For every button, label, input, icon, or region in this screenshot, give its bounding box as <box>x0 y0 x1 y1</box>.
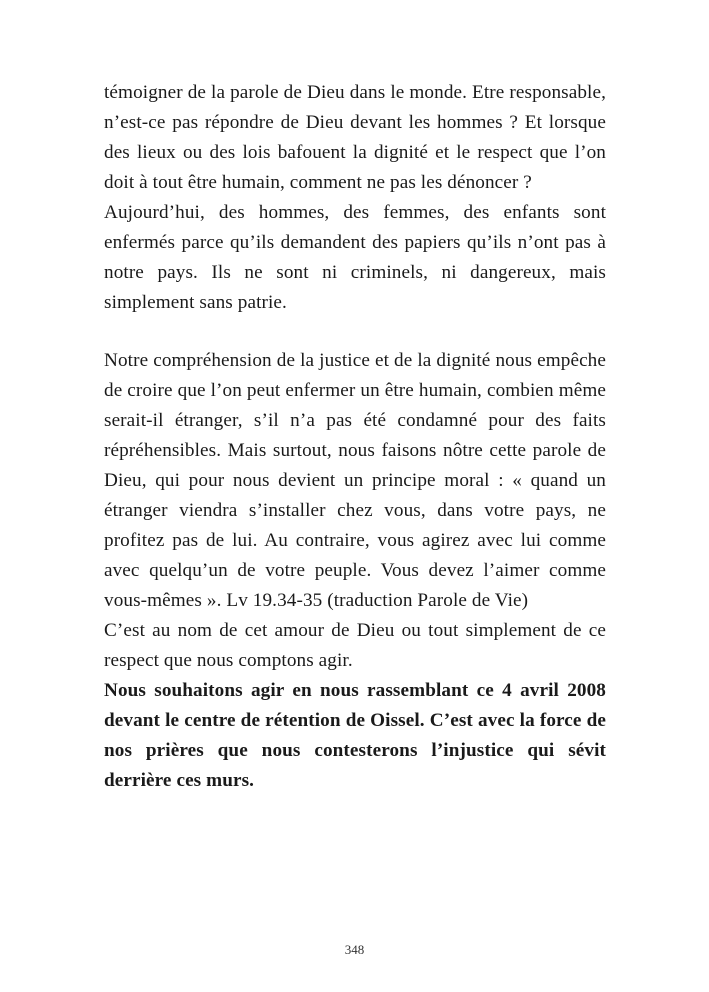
paragraph-4: C’est au nom de cet amour de Dieu ou tout simplement de ce respect que nous comptons agir. <box>104 620 606 671</box>
paragraph-5-call-to-action: Nous souhaitons agir en nous rassemblant ce 4 avril 2008 devant le centre de rétention de Oissel. C’est avec la force de nos prières que nous contesterons l’injustice qui sévit derrière ces murs. <box>104 680 606 791</box>
paragraph-spacer <box>104 318 606 346</box>
page-number: 348 <box>344 942 365 957</box>
paragraph-2: Aujourd’hui, des hommes, des femmes, des enfants sont enfermés parce qu’ils demandent des papiers qu’ils n’ont pas à notre pays. Ils ne sont ni criminels, ni dangereux, mais simplement sans patrie. <box>104 202 606 313</box>
paragraph-1: témoigner de la parole de Dieu dans le monde. Etre responsable, n’est-ce pas répondre de Dieu devant les hommes ? Et lorsque des lieux ou des lois bafouent la dignité et le respect que l’on doit à tout être humain, comment ne pas les dénoncer ? <box>104 82 606 193</box>
paragraph-3: Notre compréhension de la justice et de la dignité nous empêche de croire que l’on peut enfermer un être humain, combien même serait-il étranger, s’il n’a pas été condamné pour des faits répréhensibles. Mais surtout, nous faisons nôtre cette parole de Dieu, qui pour nous devient un principe moral : « quand un étranger viendra s’installer chez vous, dans votre pays, ne profitez pas de lui. Au contraire, vous agirez avec lui comme avec quelqu’un de votre peuple. Vous devez l’aimer comme vous-mêmes ». Lv 19.34-35 (traduction Parole de Vie) <box>104 350 606 611</box>
page-body <box>104 78 606 796</box>
